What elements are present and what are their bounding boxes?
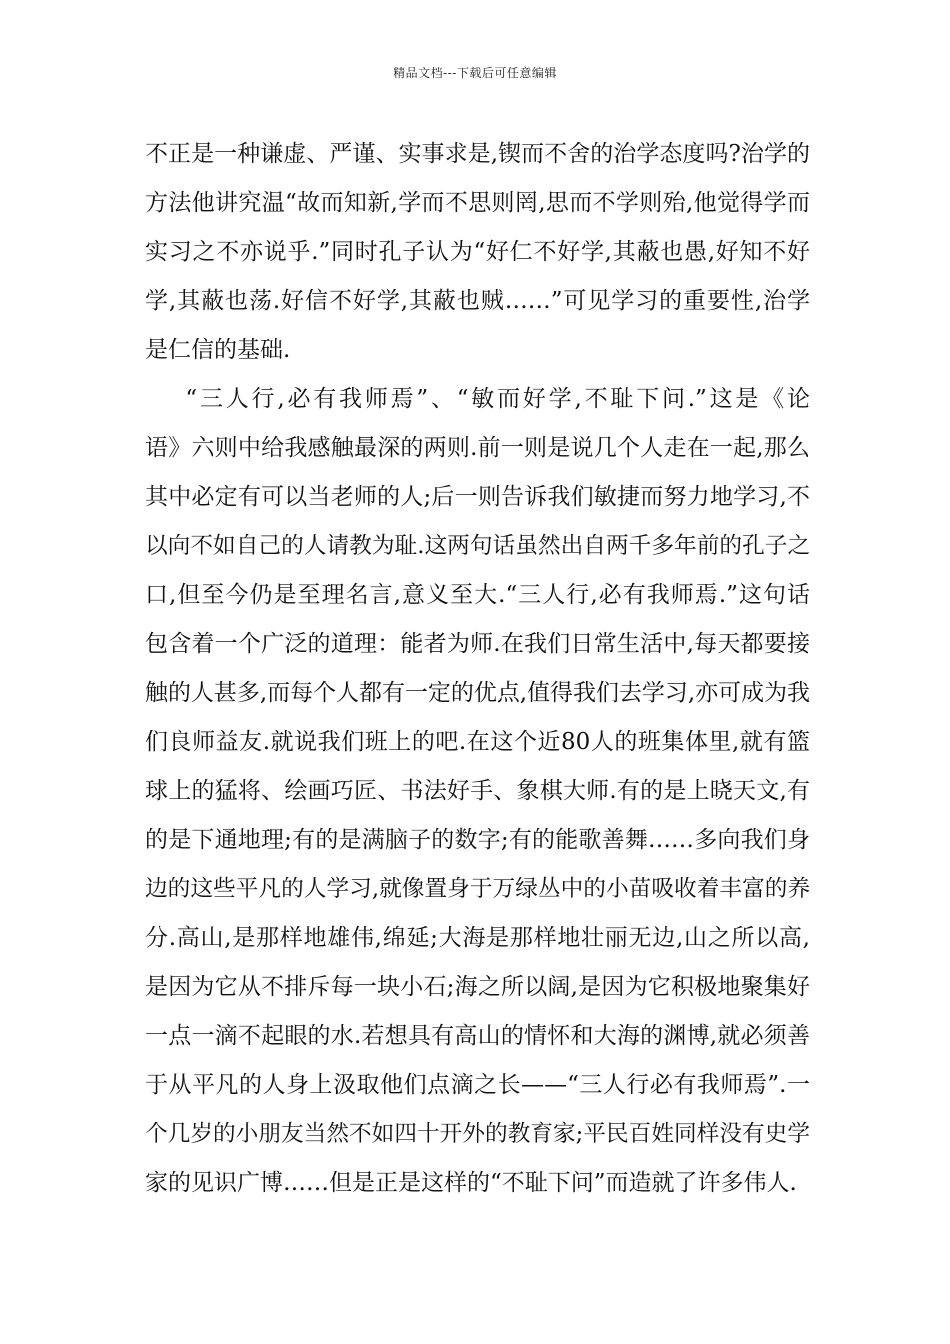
text-line: 语》六则中给我感触最深的两则.前一则是说几个人走在一起,那么 [145,435,810,461]
text-line: 其中必定有可以当老师的人;后一则告诉我们敏捷而努力地学习,不 [145,484,810,510]
text-line: 的是下通地理;有的是满脑子的数字;有的能歌善舞……多向我们身 [145,827,810,853]
text-line: 不正是一种谦虚、严谨、实事求是,锲而不舍的治学态度吗?治学的 [145,141,810,167]
text-line: 实习之不亦说乎.”同时孔子认为“好仁不好学,其蔽也愚,好知不好 [145,239,810,265]
text-line: 家的见识广博……但是正是这样的“不耻下问”而造就了许多伟人. [145,1170,797,1196]
text-line: 们良师益友.就说我们班上的吧.在这个近80人的班集体里,就有篮 [145,729,810,755]
text-line: 口,但至今仍是至理名言,意义至大.“三人行,必有我师焉.”这句话 [145,582,810,608]
text-line: 边的这些平凡的人学习,就像置身于万绿丛中的小苗吸收着丰富的养 [145,876,811,902]
text-line: 一点一滴不起眼的水.若想具有高山的情怀和大海的渊博,就必须善 [145,1023,810,1049]
text-line: 于从平凡的人身上汲取他们点滴之长——“三人行必有我师焉”.一 [145,1072,810,1098]
text-line: “三人行,必有我师焉”、“敏而好学,不耻下问.”这是《论 [145,386,810,412]
paragraph [145,130,810,375]
paragraph [145,375,810,1208]
document-body [145,130,810,1208]
text-line: 球上的猛将、绘画巧匠、书法好手、象棋大师.有的是上晓天文,有 [145,778,810,804]
page-header: 精品文档---下载后可任意编辑 [393,66,557,80]
text-line: 学,其蔽也荡.好信不好学,其蔽也贼……”可见学习的重要性,治学 [145,288,810,314]
text-line: 分.高山,是那样地雄伟,绵延;大海是那样地壮丽无边,山之所以高, [145,925,810,951]
text-line: 包含着一个广泛的道理：能者为师.在我们日常生活中,每天都要接 [145,631,810,657]
text-line: 是因为它从不排斥每一块小石;海之所以阔,是因为它积极地聚集好 [145,974,810,1000]
text-line: 触的人甚多,而每个人都有一定的优点,值得我们去学习,亦可成为我 [145,680,810,706]
text-line: 方法他讲究温“故而知新,学而不思则罔,思而不学则殆,他觉得学而 [145,190,810,216]
text-line: 个几岁的小朋友当然不如四十开外的教育家;平民百姓同样没有史学 [145,1121,810,1147]
text-line: 以向不如自己的人请教为耻.这两句话虽然出自两千多年前的孔子之 [145,533,811,559]
text-line: 是仁信的基础. [145,337,291,363]
